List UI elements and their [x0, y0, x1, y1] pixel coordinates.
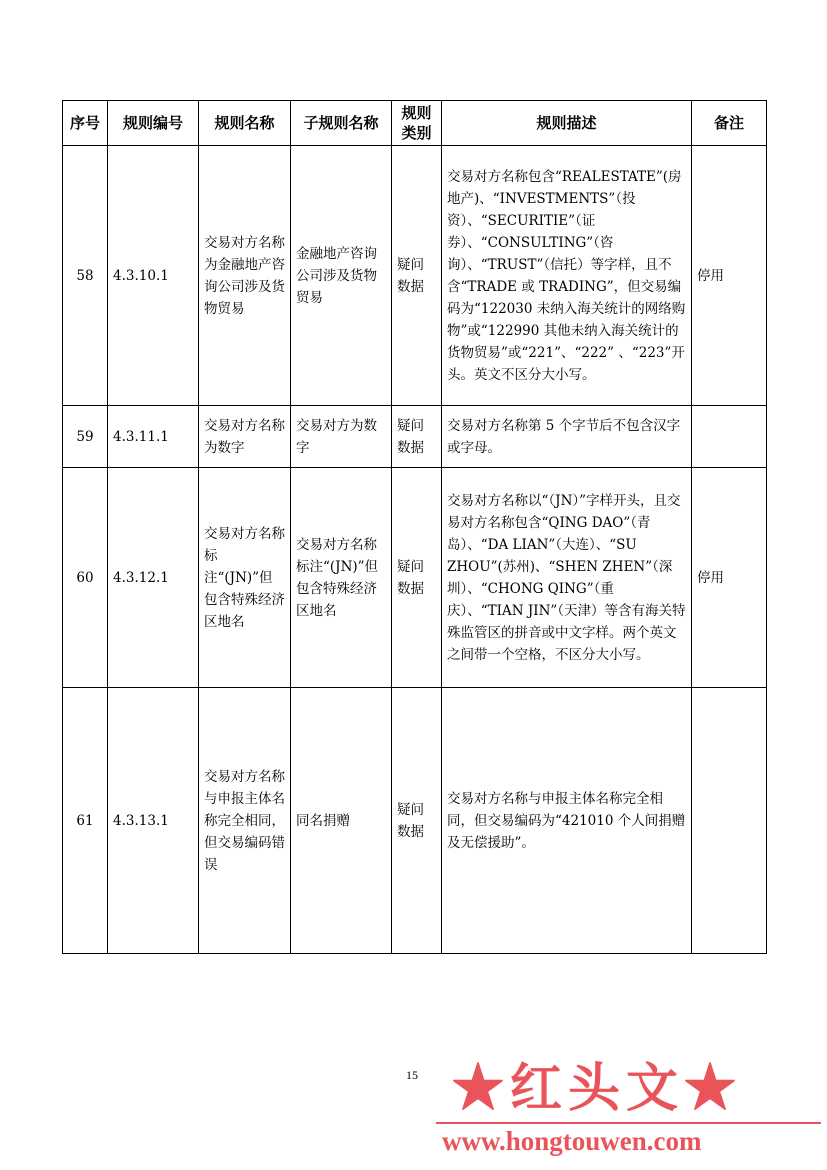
rules-table	[62, 100, 767, 954]
cell-note	[692, 406, 767, 468]
cell-no: 58	[63, 146, 108, 406]
cell-sub: 交易对方名称标注“(JN)”但包含特殊经济区地名	[291, 468, 392, 688]
cell-name: 交易对方名称标注“(JN)”但包含特殊经济区地名	[199, 468, 291, 688]
cell-note: 停用	[692, 468, 767, 688]
cell-sub: 金融地产咨询公司涉及货物贸易	[291, 146, 392, 406]
cell-note: 停用	[692, 146, 767, 406]
cell-cat: 疑问数据	[392, 468, 442, 688]
cell-name: 交易对方名称为数字	[199, 406, 291, 468]
watermark-title: ★红头文★	[452, 1058, 743, 1119]
cell-name: 交易对方名称与申报主体名称完全相同，但交易编码错误	[199, 688, 291, 954]
cell-cat: 疑问数据	[392, 146, 442, 406]
cell-no: 60	[63, 468, 108, 688]
cell-desc: 交易对方名称以“（JN）”字样开头，且交易对方名称包含“QING DAO”（青岛）、“DA LIAN”（大连）、“SU ZHOU”(苏州)、“SHEN ZHEN”（深圳）、“CHONG QING”（重庆）、“TIAN JIN”（天津）等含有海关特殊监管区的拼音或中文字样。两个英文之间带一个空格，不区分大小写。	[442, 468, 692, 688]
table-row	[63, 468, 767, 688]
table-row	[63, 146, 767, 406]
cell-desc: 交易对方名称包含“REALESTATE”(房地产)、“INVESTMENTS”（投资）、“SECURITIE”（证券）、“CONSULTING”（咨询）、“TRUST”（信托）等字样，且不含“TRADE 或 TRADING”，但交易编码为“122030 未纳入海关统计的网络购物”或“122990 其他未纳入海关统计的货物贸易”或“221”、“222” 、“223”开头。英文不区分大小写。	[442, 146, 692, 406]
watermark-url: www.hongtouwen.com	[442, 1126, 702, 1156]
cell-code: 4.3.10.1	[108, 146, 199, 406]
table-row	[63, 406, 767, 468]
cell-note	[692, 688, 767, 954]
page-number: 15	[406, 1068, 418, 1082]
cell-name: 交易对方名称为金融地产咨询公司涉及货物贸易	[199, 146, 291, 406]
header-no: 序号	[63, 101, 108, 146]
cell-sub: 同名捐赠	[291, 688, 392, 954]
table-header-row	[63, 101, 767, 146]
header-note: 备注	[692, 101, 767, 146]
header-name: 规则名称	[199, 101, 291, 146]
cell-desc: 交易对方名称与申报主体名称完全相同，但交易编码为“421010 个人间捐赠及无偿援助”。	[442, 688, 692, 954]
header-code: 规则编号	[108, 101, 199, 146]
cell-cat: 疑问数据	[392, 688, 442, 954]
cell-code: 4.3.13.1	[108, 688, 199, 954]
cell-sub: 交易对方为数字	[291, 406, 392, 468]
cell-cat: 疑问数据	[392, 406, 442, 468]
header-sub: 子规则名称	[291, 101, 392, 146]
header-desc: 规则描述	[442, 101, 692, 146]
header-cat: 规则类别	[392, 101, 442, 146]
cell-desc: 交易对方名称第 5 个字节后不包含汉字或字母。	[442, 406, 692, 468]
cell-code: 4.3.12.1	[108, 468, 199, 688]
watermark-divider	[436, 1122, 821, 1124]
cell-code: 4.3.11.1	[108, 406, 199, 468]
table-row	[63, 688, 767, 954]
cell-no: 61	[63, 688, 108, 954]
cell-no: 59	[63, 406, 108, 468]
